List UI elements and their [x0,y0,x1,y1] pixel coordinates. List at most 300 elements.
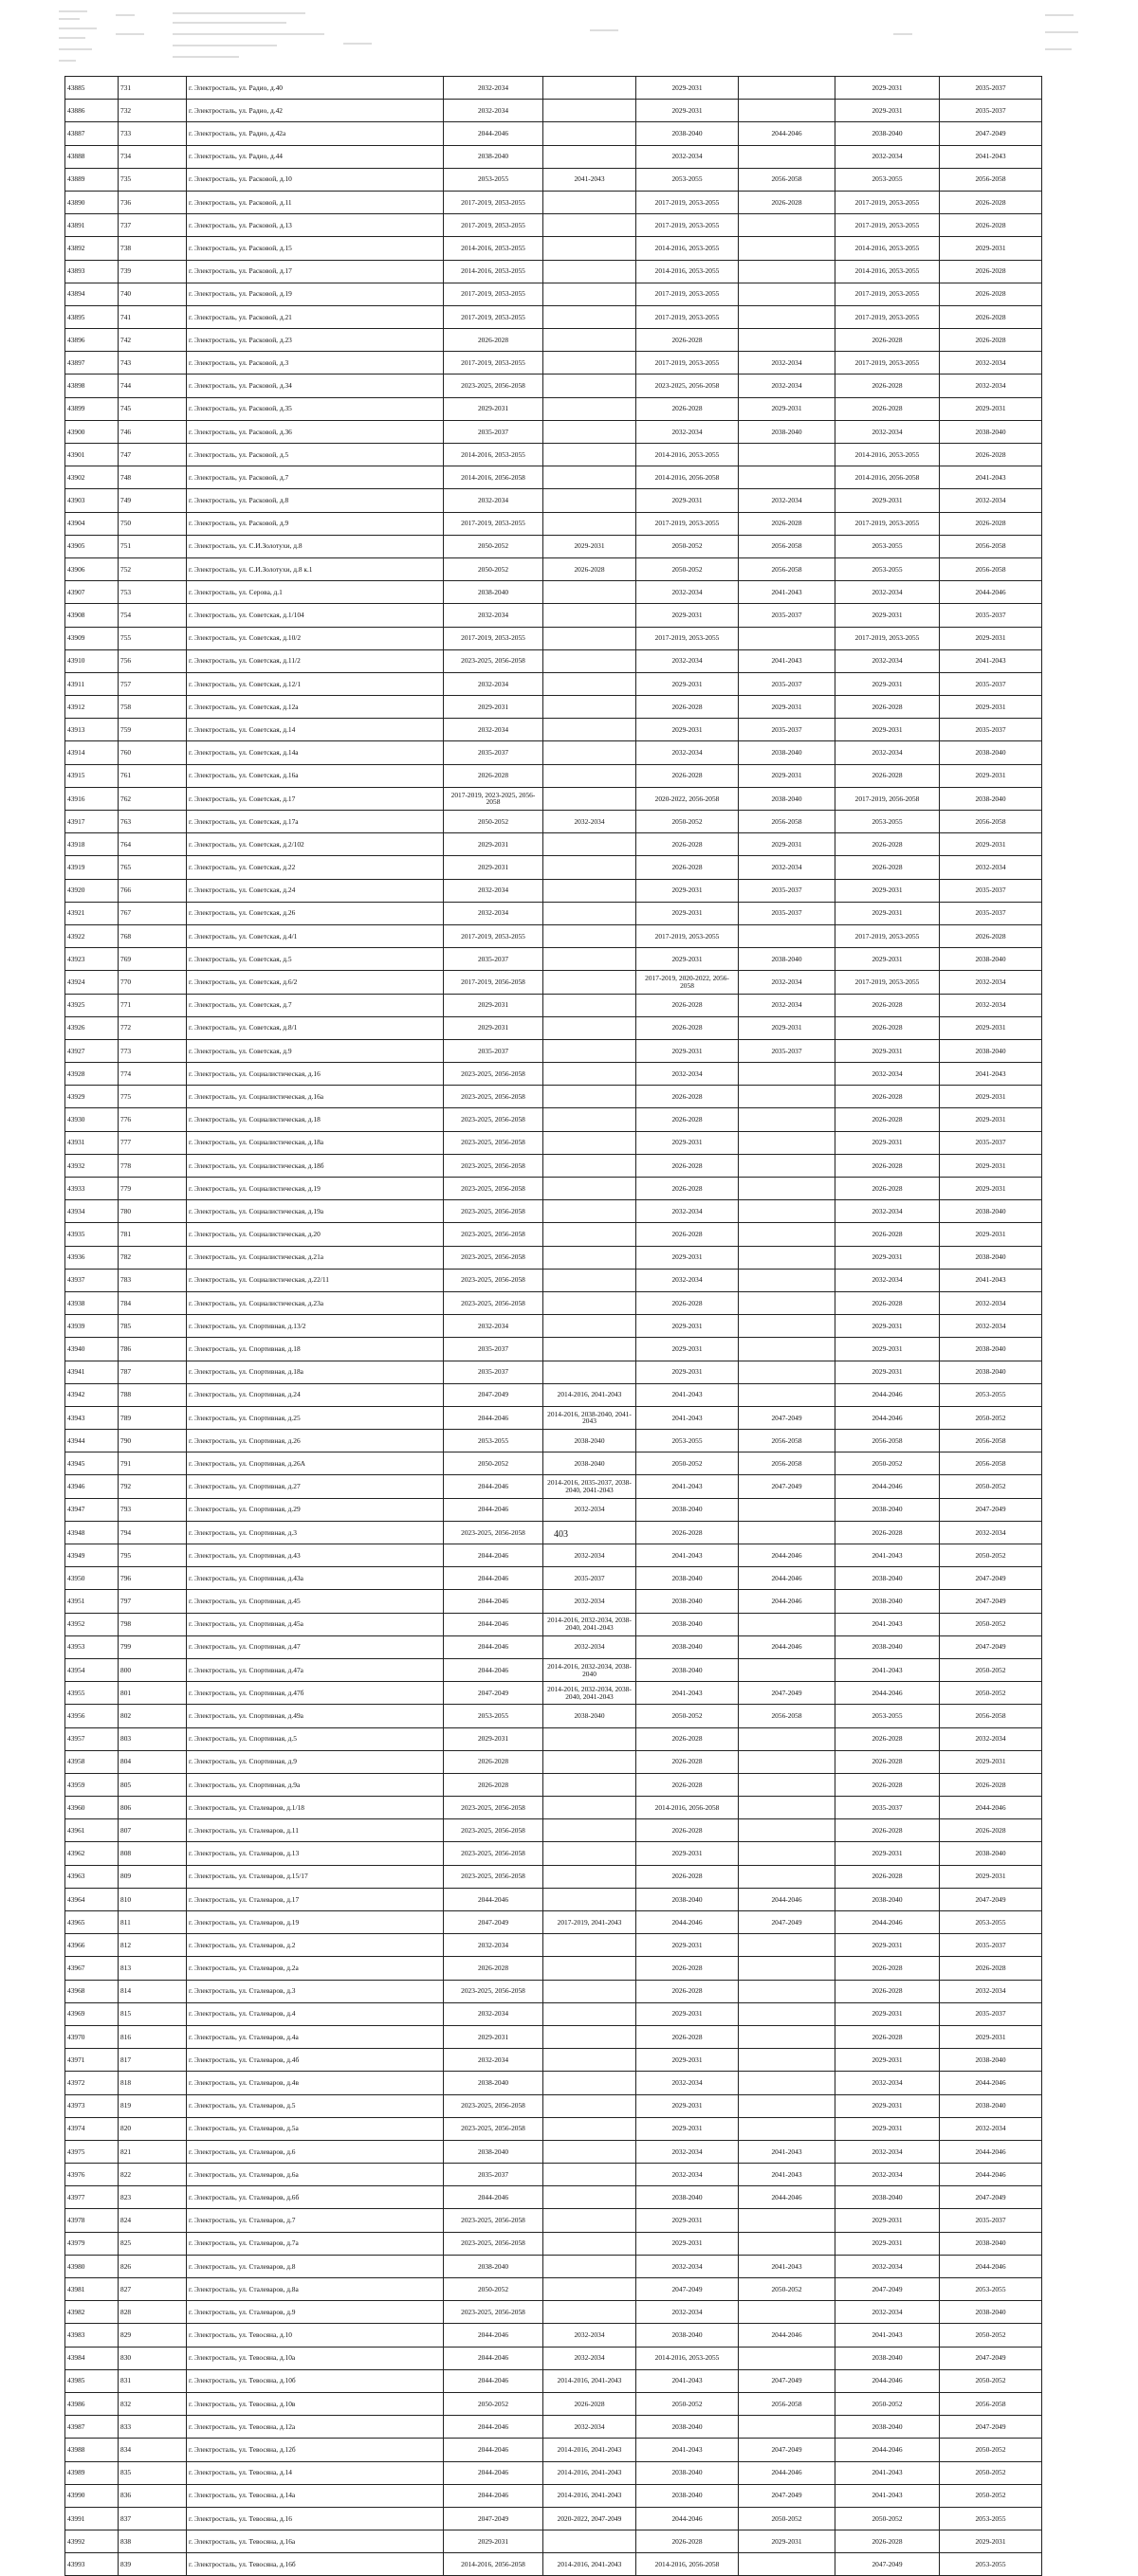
table-cell: г. Электросталь, ул. Расковой, д.23 [187,329,444,352]
table-cell: 797 [119,1590,187,1613]
table-cell: 43927 [65,1039,119,1062]
table-cell: 2029-2031 [636,1361,739,1383]
table-cell: 2023-2025, 2056-2058 [444,649,543,672]
table-cell: г. Электросталь, ул. Расковой, д.8 [187,489,444,512]
table-cell: 43985 [65,2369,119,2392]
table-cell: 731 [119,77,187,100]
table-cell: г. Электросталь, ул. Сталеваров, д.4б [187,2049,444,2072]
table-cell [543,260,636,283]
table-cell: 804 [119,1750,187,1773]
table-cell: 2023-2025, 2056-2058 [444,375,543,397]
table-cell: 827 [119,2278,187,2301]
table-cell [543,787,636,810]
table-cell: 2020-2022, 2047-2049 [543,2507,636,2530]
table-cell: 2014-2016, 2041-2043 [543,2461,636,2484]
table-row [65,994,1042,1016]
table-cell: 2038-2040 [636,1635,739,1658]
table-cell: 2026-2028 [636,1521,739,1544]
table-cell: 2017-2019, 2053-2055 [835,305,940,328]
table-cell: 2038-2040 [636,1498,739,1521]
table-cell: 2017-2019, 2053-2055 [444,352,543,375]
table-cell: 2038-2040 [739,420,835,443]
table-cell: 777 [119,1131,187,1154]
table-cell: 2029-2031 [739,2530,835,2553]
table-cell: 2038-2040 [835,2186,940,2209]
table-row [65,1705,1042,1727]
table-cell: 43889 [65,168,119,191]
table-cell: 816 [119,2025,187,2048]
table-cell: 2041-2043 [835,1613,940,1635]
table-cell [543,122,636,145]
table-cell: 2017-2019, 2053-2055 [835,924,940,947]
table-cell: 787 [119,1361,187,1383]
table-cell: 2017-2019, 2053-2055 [636,283,739,305]
table-cell: 773 [119,1039,187,1062]
table-cell: 2041-2043 [835,1544,940,1567]
table-cell: 43892 [65,237,119,260]
table-cell: 770 [119,971,187,994]
table-cell: 2050-2052 [940,1544,1042,1567]
table-cell: 2047-2049 [739,1682,835,1705]
table-cell: 813 [119,1957,187,1980]
table-cell [543,329,636,352]
table-cell: 2038-2040 [543,1705,636,1727]
table-cell: 789 [119,1406,187,1429]
table-cell: 2026-2028 [636,397,739,420]
table-cell: г. Электросталь, ул. Советская, д.10/2 [187,627,444,649]
table-cell: г. Электросталь, ул. Социалистическая, д.23а [187,1291,444,1314]
table-cell: 2023-2025, 2056-2058 [444,1223,543,1246]
table-cell [739,1521,835,1544]
table-cell: 838 [119,2530,187,2553]
table-cell: 2026-2028 [940,512,1042,535]
table-cell: 2032-2034 [739,375,835,397]
table-cell: г. Электросталь, ул. Социалистическая, д.22/11 [187,1269,444,1291]
table-row [65,2094,1042,2117]
table-cell [739,1200,835,1223]
table-cell: 2053-2055 [444,1705,543,1727]
table-cell: 2032-2034 [444,604,543,627]
table-row [65,2324,1042,2347]
table-cell: г. Электросталь, ул. Советская, д.24 [187,879,444,902]
table-cell: 2029-2031 [636,2049,739,2072]
table-cell: 2032-2034 [835,420,940,443]
table-cell: 2026-2028 [835,1108,940,1131]
table-cell: 43885 [65,77,119,100]
table-cell: 2041-2043 [636,2439,739,2461]
table-cell: 2038-2040 [940,1200,1042,1223]
table-cell: 829 [119,2324,187,2347]
table-cell [543,1773,636,1796]
table-cell: 2026-2028 [636,1178,739,1200]
table-cell: 2026-2028 [636,856,739,879]
table-cell: 2035-2037 [444,420,543,443]
table-cell: 2026-2028 [739,191,835,213]
table-cell: 43986 [65,2392,119,2415]
table-cell: 800 [119,1658,187,1681]
table-cell: 43920 [65,879,119,902]
table-cell: г. Электросталь, ул. Сталеваров, д.17 [187,1888,444,1910]
table-cell: 2032-2034 [940,994,1042,1016]
table-cell: 2026-2028 [940,1819,1042,1842]
table-cell: 43988 [65,2439,119,2461]
table-cell: г. Электросталь, ул. Тевосяна, д.16б [187,2553,444,2576]
table-cell [543,1016,636,1039]
table-cell: 2038-2040 [940,2232,1042,2255]
table-cell [543,994,636,1016]
table-cell: 2041-2043 [739,2255,835,2277]
table-cell [543,1108,636,1131]
table-cell: 43916 [65,787,119,810]
table-cell: г. Электросталь, ул. Тевосяна, д.10в [187,2392,444,2415]
table-cell: г. Электросталь, ул. Спортивная, д.18а [187,1361,444,1383]
table-cell: 2053-2055 [940,2278,1042,2301]
table-cell: 2050-2052 [444,2278,543,2301]
table-row [65,971,1042,994]
table-row [65,2416,1042,2439]
table-cell: 2029-2031 [636,489,739,512]
table-cell: 2050-2052 [636,2392,739,2415]
table-cell: 2047-2049 [739,1911,835,1934]
table-cell: 2038-2040 [636,2186,739,2209]
table-cell: 743 [119,352,187,375]
table-cell: 43919 [65,856,119,879]
table-row [65,1911,1042,1934]
table-cell: 2029-2031 [835,672,940,695]
table-cell: 2035-2037 [739,879,835,902]
table-cell: 2026-2028 [835,764,940,787]
table-cell: 43992 [65,2530,119,2553]
table-cell [739,1338,835,1361]
table-row [65,2140,1042,2163]
table-cell: 43956 [65,1705,119,1727]
table-cell: 43987 [65,2416,119,2439]
table-cell: 2050-2052 [940,1658,1042,1681]
table-cell [543,2530,636,2553]
table-cell [543,1269,636,1291]
table-cell: 2038-2040 [940,420,1042,443]
table-cell: 2026-2028 [940,260,1042,283]
table-cell: 793 [119,1498,187,1521]
table-cell: 749 [119,489,187,512]
table-cell: г. Электросталь, ул. Спортивная, д.18 [187,1338,444,1361]
table-cell: 2050-2052 [636,535,739,557]
table-cell: 2032-2034 [444,1315,543,1338]
table-cell: 2029-2031 [835,1338,940,1361]
table-cell: 2014-2016, 2053-2055 [444,260,543,283]
table-cell: 772 [119,1016,187,1039]
table-cell: г. Электросталь, ул. Советская, д.8/1 [187,1016,444,1039]
table-cell [543,1865,636,1888]
table-row [65,856,1042,879]
table-cell: 2026-2028 [636,1108,739,1131]
table-cell: 733 [119,122,187,145]
table-row [65,1613,1042,1635]
table-cell: 2029-2031 [636,1842,739,1865]
table-cell: 43941 [65,1361,119,1383]
table-cell [543,1154,636,1177]
table-cell: 2029-2031 [636,902,739,924]
table-cell: 2044-2046 [444,2416,543,2439]
table-cell: 799 [119,1635,187,1658]
table-row [65,902,1042,924]
table-cell: 2032-2034 [444,672,543,695]
table-cell [543,627,636,649]
table-cell: 2041-2043 [940,1269,1042,1291]
table-cell: 831 [119,2369,187,2392]
table-cell: 2026-2028 [835,375,940,397]
header-scan-artifacts [59,6,1083,72]
table-row [65,2530,1042,2553]
table-cell: 2044-2046 [739,1544,835,1567]
table-cell: 43898 [65,375,119,397]
table-cell: 2017-2019, 2053-2055 [444,214,543,237]
table-cell [543,466,636,489]
table-body [65,77,1042,2576]
table-cell: 43973 [65,2094,119,2117]
table-cell [543,2164,636,2186]
table-cell: г. Электросталь, ул. Спортивная, д.47 [187,1635,444,1658]
table-cell: 43968 [65,1980,119,2002]
table-cell: 2029-2031 [835,2209,940,2232]
table-cell: 2032-2034 [739,856,835,879]
table-cell: 2032-2034 [636,2140,739,2163]
table-row [65,2461,1042,2484]
table-cell: 2029-2031 [835,1315,940,1338]
table-cell: 2041-2043 [835,2484,940,2507]
table-row [65,512,1042,535]
table-cell: 43935 [65,1223,119,1246]
table-cell: 2053-2055 [636,1430,739,1452]
table-cell [543,420,636,443]
table-cell: 2029-2031 [940,1750,1042,1773]
table-cell: 2029-2031 [835,879,940,902]
table-cell: 2032-2034 [940,1291,1042,1314]
table-cell: 2053-2055 [940,2553,1042,2576]
table-cell [543,741,636,764]
table-cell: 43981 [65,2278,119,2301]
table-cell: 43891 [65,214,119,237]
table-cell: 786 [119,1338,187,1361]
table-cell [739,1223,835,1246]
table-cell [543,1178,636,1200]
table-cell: 826 [119,2255,187,2277]
table-cell: 2035-2037 [940,879,1042,902]
table-cell: 43901 [65,444,119,466]
table-cell: 43933 [65,1178,119,1200]
table-cell: 2023-2025, 2056-2058 [444,1819,543,1842]
table-cell: 2044-2046 [835,1911,940,1934]
table-cell: 2029-2031 [444,1016,543,1039]
table-cell: 2047-2049 [835,2278,940,2301]
table-cell: 839 [119,2553,187,2576]
table-cell: 2026-2028 [636,329,739,352]
table-cell: 2044-2046 [444,2484,543,2507]
table-cell: 2026-2028 [835,1865,940,1888]
table-cell [543,397,636,420]
table-cell: 737 [119,214,187,237]
table-cell: г. Электросталь, ул. Радио, д.44 [187,145,444,168]
table-cell: 2032-2034 [636,1063,739,1086]
table-cell: 2014-2016, 2053-2055 [636,444,739,466]
table-cell: 2029-2031 [940,1865,1042,1888]
table-row [65,1475,1042,1498]
table-cell: г. Электросталь, ул. Сталеваров, д.11 [187,1819,444,1842]
table-cell: 2026-2028 [636,1727,739,1750]
table-cell: 2023-2025, 2056-2058 [444,1842,543,1865]
table-cell: 806 [119,1797,187,1819]
table-row [65,2278,1042,2301]
table-cell: 2038-2040 [940,1338,1042,1361]
table-cell: 784 [119,1291,187,1314]
table-cell: 2044-2046 [835,2369,940,2392]
table-cell: 2014-2016, 2041-2043 [543,1383,636,1406]
table-cell: 2014-2016, 2041-2043 [543,2369,636,2392]
table-row [65,237,1042,260]
table-cell: 43971 [65,2049,119,2072]
table-row [65,1108,1042,1131]
table-cell: 2029-2031 [835,1246,940,1269]
table-cell: 781 [119,1223,187,1246]
table-cell: 734 [119,145,187,168]
table-cell: 821 [119,2140,187,2163]
table-cell: 2041-2043 [543,168,636,191]
table-cell [543,1063,636,1086]
table-cell: 834 [119,2439,187,2461]
table-cell: 758 [119,696,187,719]
table-cell: 2050-2052 [940,1475,1042,1498]
table-cell: 2032-2034 [940,856,1042,879]
table-row [65,2439,1042,2461]
table-cell: 2032-2034 [543,2416,636,2439]
table-cell: 2038-2040 [636,122,739,145]
table-cell [543,2301,636,2324]
table-cell: 2026-2028 [835,1750,940,1773]
table-cell: 2014-2016, 2053-2055 [835,444,940,466]
table-cell: г. Электросталь, ул. Сталеваров, д.13 [187,1842,444,1865]
table-cell: 2038-2040 [940,787,1042,810]
table-cell: г. Электросталь, ул. Спортивная, д.47б [187,1682,444,1705]
table-cell: 2050-2052 [444,557,543,580]
table-cell: 2026-2028 [543,557,636,580]
table-cell [739,305,835,328]
table-cell: 2056-2058 [739,1452,835,1475]
table-cell: 2047-2049 [940,122,1042,145]
table-cell: 43890 [65,191,119,213]
table-cell: г. Электросталь, ул. Тевосяна, д.12б [187,2439,444,2461]
table-cell: 2017-2019, 2041-2043 [543,1911,636,1934]
table-cell: 43945 [65,1452,119,1475]
table-cell: 43963 [65,1865,119,1888]
table-cell [739,924,835,947]
table-cell: 2044-2046 [835,1475,940,1498]
table-cell: 2035-2037 [940,100,1042,122]
table-row [65,1200,1042,1223]
table-cell [739,1063,835,1086]
table-cell: 2038-2040 [543,1452,636,1475]
table-row [65,2484,1042,2507]
table-cell: 2026-2028 [835,2530,940,2553]
table-cell: 43903 [65,489,119,512]
table-cell: 2029-2031 [835,1131,940,1154]
table-cell: г. Электросталь, ул. Спортивная, д.29 [187,1498,444,1521]
table-row [65,1819,1042,1842]
table-cell [543,764,636,787]
table-cell: 2026-2028 [940,1957,1042,1980]
table-cell [543,1797,636,1819]
table-cell: 2029-2031 [940,696,1042,719]
table-cell: 2014-2016, 2053-2055 [835,237,940,260]
table-cell: г. Электросталь, ул. Сталеваров, д.6 [187,2140,444,2163]
table-cell: г. Электросталь, ул. Советская, д.17 [187,787,444,810]
table-cell: 785 [119,1315,187,1338]
table-cell: 2029-2031 [444,696,543,719]
table-cell: 2032-2034 [444,77,543,100]
table-cell [739,1246,835,1269]
table-row [65,329,1042,352]
table-cell: 2026-2028 [444,1773,543,1796]
table-cell: 43965 [65,1911,119,1934]
table-cell: г. Электросталь, ул. Спортивная, д.45 [187,1590,444,1613]
table-cell: 2050-2052 [940,2461,1042,2484]
table-cell: г. Электросталь, ул. Советская, д.12/1 [187,672,444,695]
table-cell: 43937 [65,1269,119,1291]
table-cell: 2026-2028 [940,214,1042,237]
table-cell: г. Электросталь, ул. Спортивная, д.9а [187,1773,444,1796]
table-cell: 2038-2040 [739,741,835,764]
table-cell: 2026-2028 [835,1154,940,1177]
table-cell: г. Электросталь, ул. Сталеваров, д.4в [187,2072,444,2094]
table-cell: 2029-2031 [739,833,835,856]
table-cell: 2044-2046 [739,2461,835,2484]
table-cell: 815 [119,2002,187,2025]
table-row [65,1063,1042,1086]
table-cell: 2032-2034 [835,741,940,764]
table-cell: г. Электросталь, ул. Спортивная, д.9 [187,1750,444,1773]
table-cell: 2038-2040 [739,948,835,971]
table-cell: 2029-2031 [636,719,739,741]
table-row [65,1039,1042,1062]
table-cell: 43940 [65,1338,119,1361]
table-cell: 2017-2019, 2053-2055 [444,924,543,947]
table-cell: 2056-2058 [739,168,835,191]
table-cell: 43924 [65,971,119,994]
table-cell: 2026-2028 [444,1957,543,1980]
table-cell: 819 [119,2094,187,2117]
table-cell: 2047-2049 [940,1590,1042,1613]
table-cell: 2050-2052 [444,535,543,557]
table-cell: 2056-2058 [739,811,835,833]
table-cell: г. Электросталь, ул. Расковой, д.3 [187,352,444,375]
table-cell: г. Электросталь, ул. Социалистическая, д.16а [187,1086,444,1108]
table-cell: 776 [119,1108,187,1131]
table-cell: г. Электросталь, ул. Сталеваров, д.4а [187,2025,444,2048]
table-cell: 43982 [65,2301,119,2324]
table-cell: г. Электросталь, ул. Советская, д.5 [187,948,444,971]
table-cell: 2032-2034 [940,1315,1042,1338]
table-cell: 2035-2037 [940,604,1042,627]
table-cell [543,489,636,512]
table-cell: 2029-2031 [636,1131,739,1154]
table-row [65,2164,1042,2186]
table-cell: 43893 [65,260,119,283]
table-cell: 2017-2019, 2053-2055 [444,305,543,328]
table-cell: 2032-2034 [636,1269,739,1291]
table-cell: 808 [119,1842,187,1865]
table-cell: 43960 [65,1797,119,1819]
table-cell: 2035-2037 [739,902,835,924]
table-cell: 2053-2055 [940,1911,1042,1934]
